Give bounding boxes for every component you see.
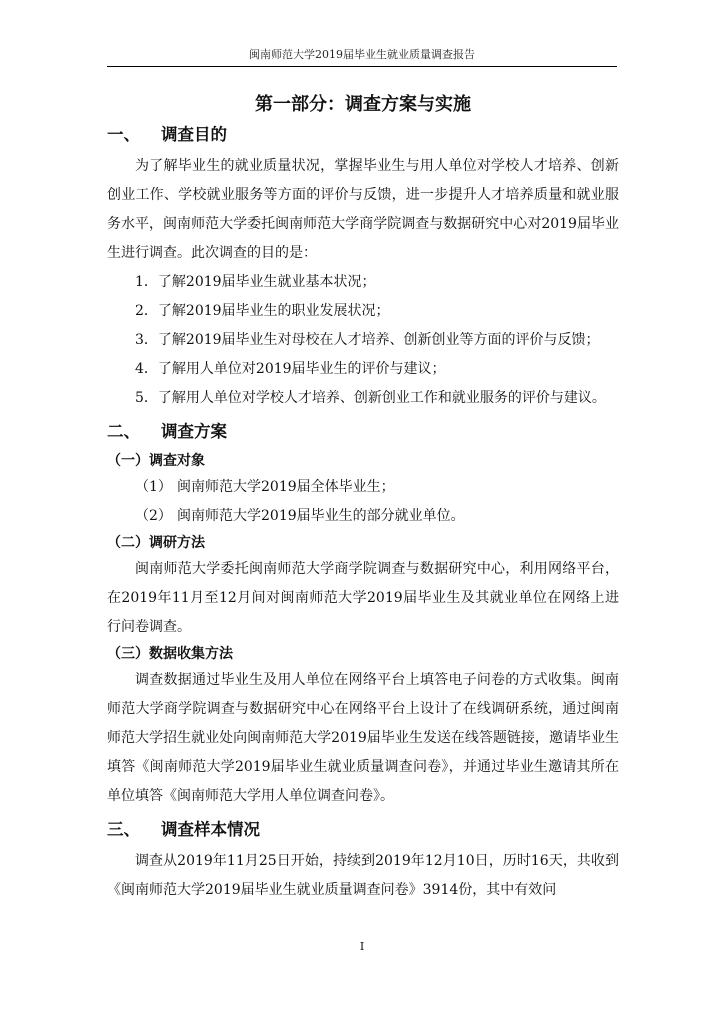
subject-item-number: （2） <box>135 508 172 524</box>
purpose-item: 3．了解2019届毕业生对母校在人才培养、创新创业等方面的评价与反馈； <box>135 332 600 348</box>
section-number: 一、 <box>107 125 140 144</box>
purpose-item: 2．了解2019届毕业生的职业发展状况； <box>135 303 390 319</box>
subsection-heading-subjects: （一）调查对象 <box>107 453 205 469</box>
purpose-item: 1．了解2019届毕业生就业基本状况； <box>135 274 376 290</box>
subsection-heading-method: （二）调研方法 <box>107 535 205 551</box>
page-number: I <box>359 940 365 953</box>
subject-item <box>107 502 619 531</box>
subject-item <box>107 473 619 502</box>
subject-item-text: 闽南师范大学2019届毕业生的部分就业单位。 <box>177 508 465 524</box>
section-number: 三、 <box>107 820 140 839</box>
section-title: 调查方案 <box>161 422 227 441</box>
section-title: 调查目的 <box>161 125 227 144</box>
part-title: 第一部分：调查方案与实施 <box>255 94 471 115</box>
subject-item-text: 闽南师范大学2019届全体毕业生； <box>177 479 395 495</box>
subsection-heading-data-collection: （三）数据收集方法 <box>107 646 233 662</box>
section-heading-plan <box>107 419 619 445</box>
subject-item-number: （1） <box>135 479 172 495</box>
section-heading-sample <box>107 817 619 843</box>
section-title: 调查样本情况 <box>161 820 260 839</box>
data-collection-paragraph: 调查数据通过毕业生及用人单位在网络平台上填答电子问卷的方式收集。闽南师范大学商学院调查与数据研究中心在网络平台上设计了在线调研系统，通过闽南师范大学招生就业处向闽南师范大学2019届毕业生发送在线答题链接，邀请毕业生填答《闽南师范大学2019届毕业生就业质量调查问卷》，并通过毕业生邀请其所在单位填答《闽南师范大学用人单位调查问卷》。 <box>107 672 619 804</box>
section-heading-purpose <box>107 122 619 148</box>
page-header: 闽南师范大学2019届毕业生就业质量调查报告 <box>249 48 475 61</box>
sample-paragraph: 调查从2019年11月25日开始，持续到2019年12月10日，历时16天，共收到《闽南师范大学2019届毕业生就业质量调查问卷》3914份，其中有效问 <box>107 853 619 898</box>
purpose-item: 4．了解用人单位对2019届毕业生的评价与建议； <box>135 361 446 377</box>
section-number: 二、 <box>107 422 140 441</box>
document-body <box>107 90 619 905</box>
purpose-intro: 为了解毕业生的就业质量状况，掌握毕业生与用人单位对学校人才培养、创新创业工作、学校就业服务等方面的评价与反馈，进一步提升人才培养质量和就业服务水平，闽南师范大学委托闽南师范大学商学院调查与数据研究中心对2019届毕业生进行调查。此次调查的目的是： <box>107 158 619 261</box>
purpose-item: 5．了解用人单位对学校人才培养、创新创业工作和就业服务的评价与建议。 <box>135 390 606 406</box>
header-rule <box>107 66 617 67</box>
method-paragraph: 闽南师范大学委托闽南师范大学商学院调查与数据研究中心，利用网络平台，在2019年11月至12月间对闽南师范大学2019届毕业生及其就业单位在网络上进行问卷调查。 <box>107 561 619 635</box>
